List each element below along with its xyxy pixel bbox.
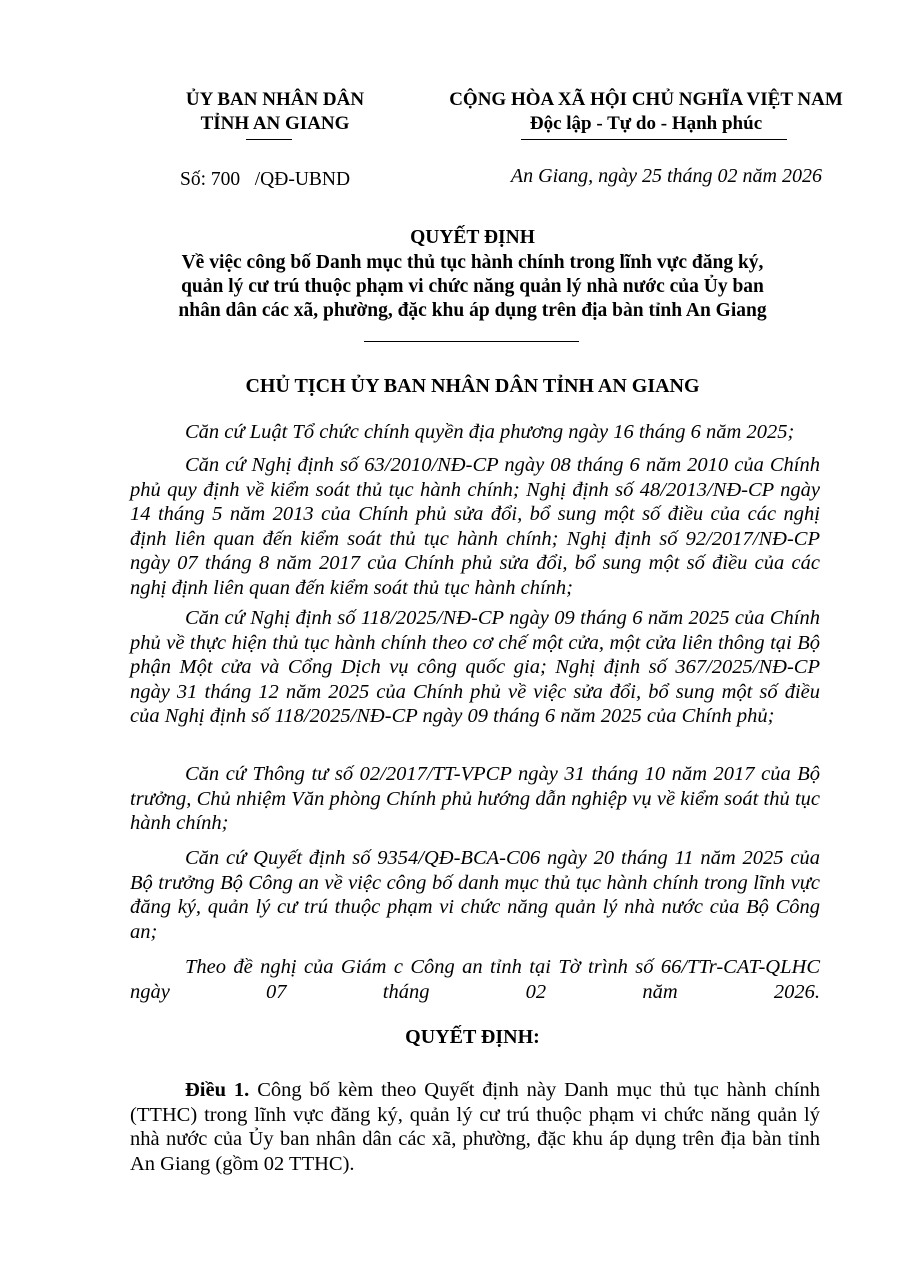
basis-paragraph: Căn cứ Quyết định số 9354/QĐ-BCA-C06 ngày 20 tháng 11 năm 2025 của Bộ trưởng Bộ Công an về việc công bố danh mục thủ tục hành chính trong lĩnh vực đăng ký, quản lý cư trú thuộc phạm vi chức năng quản lý nhà nước của Bộ Công an; xyxy=(130,847,820,943)
issue-date: An Giang, ngày 25 tháng 02 năm 2026 xyxy=(510,165,822,187)
basis-paragraph: Căn cứ Thông tư số 02/2017/TT-VPCP ngày 31 tháng 10 năm 2017 của Bộ trưởng, Chủ nhiệm Văn phòng Chính phủ hướng dẫn nghiệp vụ về kiểm soát thủ tục hành chính; xyxy=(130,763,820,835)
article-1-label: Điều 1. xyxy=(185,1079,250,1101)
document-number-prefix: Số: xyxy=(180,169,207,190)
basis-paragraph-proposal xyxy=(130,955,820,1004)
motto-underline xyxy=(521,139,787,140)
article-1-text: Công bố kèm theo Quyết định này Danh mục thủ tục hành chính (TTHC) trong lĩnh vực đăng ký, quản lý cư trú thuộc phạm vi chức năng quản lý nhà nước của Ủy ban nhân dân các xã, phường, đặc khu áp dụng trên địa bàn tỉnh An Giang (gồm 02 TTHC). xyxy=(130,1079,820,1175)
agency-name-line1: ỦY BAN NHÂN DÂN xyxy=(185,89,365,110)
document-number xyxy=(180,168,350,192)
agency-underline xyxy=(246,139,292,140)
basis-paragraph: Căn cứ Nghị định số 118/2025/NĐ-CP ngày 09 tháng 6 năm 2025 của Chính phủ về thực hiện thủ tục hành chính theo cơ chế một cửa, một cửa liên thông tại Bộ phận Một cửa và Cổng Dịch vụ công quốc gia; Nghị định số 367/2025/NĐ-CP ngày 31 tháng 12 năm 2025 của Chính phủ về việc sửa đổi, bổ sung một số điều của Nghị định số 118/2025/NĐ-CP ngày 09 tháng 6 năm 2025 của Chính phủ; xyxy=(130,607,820,728)
decision-subject-line2: quản lý cư trú thuộc phạm vi chức năng quản lý nhà nước của Ủy ban xyxy=(181,276,764,297)
issuing-authority: CHỦ TỊCH ỦY BAN NHÂN DÂN TỈNH AN GIANG xyxy=(245,375,700,397)
basis-paragraph: Căn cứ Nghị định số 63/2010/NĐ-CP ngày 08 tháng 6 năm 2010 của Chính phủ quy định về kiểm soát thủ tục hành chính; Nghị định số 48/2013/NĐ-CP ngày 14 tháng 5 năm 2013 của Chính phủ sửa đổi, bổ sung một số điều của các nghị định liên quan đến kiểm soát thủ tục hành chính; Nghị định số 92/2017/NĐ-CP ngày 07 tháng 8 năm 2017 của Chính phủ sửa đổi, bổ sung một số điều của các nghị định liên quan đến kiểm soát thủ tục hành chính; xyxy=(130,454,820,599)
decision-heading: QUYẾT ĐỊNH: xyxy=(405,1026,540,1048)
decision-subject-line3: nhân dân các xã, phường, đặc khu áp dụng trên địa bàn tỉnh An Giang xyxy=(178,300,767,321)
document-number-suffix: /QĐ-UBND xyxy=(254,169,351,190)
national-motto: Độc lập - Tự do - Hạnh phúc xyxy=(529,113,763,134)
decision-subject-line1: Về việc công bố Danh mục thủ tục hành chính trong lĩnh vực đăng ký, xyxy=(181,252,764,273)
article-1 xyxy=(130,1078,820,1176)
basis-paragraph: Căn cứ Luật Tổ chức chính quyền địa phương ngày 16 tháng 6 năm 2025; xyxy=(185,421,795,443)
basis-proposal-text: Theo đề nghị của Giám c Công an tỉnh tại Tờ trình số 66/TTr-CAT-QLHC ngày 07 tháng 02 năm 2026. xyxy=(130,956,820,1003)
title-underline xyxy=(364,341,579,342)
agency-name-line2: TỈNH AN GIANG xyxy=(200,113,350,134)
document-number-value: 700 xyxy=(210,169,241,190)
national-title: CỘNG HÒA XÃ HỘI CHỦ NGHĨA VIỆT NAM xyxy=(449,89,843,110)
decision-title: QUYẾT ĐỊNH xyxy=(410,227,535,248)
